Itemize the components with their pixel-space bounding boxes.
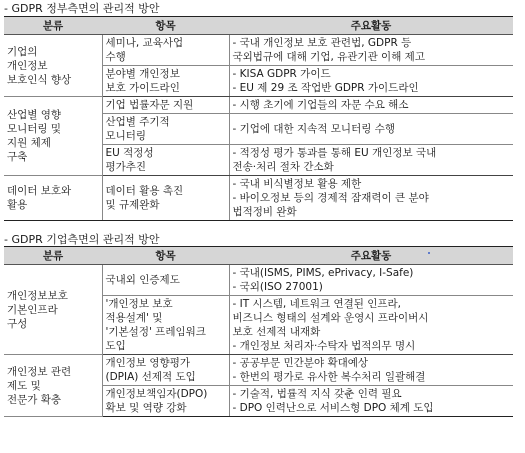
activity-cell	[229, 97, 513, 114]
table-row	[4, 97, 513, 114]
text-line: - 국내 비식별정보 활용 제한	[232, 178, 362, 190]
item-cell	[102, 35, 229, 66]
item-cell	[102, 265, 229, 296]
text-line: '개인정보 보호	[105, 298, 173, 310]
text-line: 및 규제완화	[105, 199, 160, 211]
text-line: - 국내 개인정보 보호 관련법, GDPR 등	[232, 37, 412, 49]
table-row	[4, 35, 513, 66]
text-line: 보호 가이드라인	[105, 82, 180, 94]
text-line: 개인정보	[7, 59, 48, 72]
government-measures-table	[4, 16, 513, 221]
text-line: 개인정보 영향평가	[105, 357, 190, 369]
text-line: 국내외 인증제도	[105, 274, 180, 286]
category-cell	[4, 97, 102, 176]
text-line: 기업의	[7, 45, 38, 58]
activity-cell	[229, 265, 513, 296]
text-line: - KISA GDPR 가이드	[232, 68, 331, 80]
table-row	[4, 265, 513, 296]
header-category: 분류	[4, 17, 102, 35]
text-line: - 기업에 대한 지속적 모니터링 수행	[232, 123, 395, 135]
header-activity: 주요활동	[229, 17, 513, 35]
text-line: 데이터 활용 촉진	[105, 185, 184, 197]
item-cell	[102, 66, 229, 97]
activity-cell	[229, 66, 513, 97]
header-activity: 주요활동	[229, 247, 513, 265]
category-cell	[4, 35, 102, 97]
text-line: - 시행 초기에 기업들의 자문 수요 해소	[232, 99, 409, 111]
text-line: 산업별 영향	[7, 109, 62, 121]
text-line: (DPIA) 선제적 도입	[105, 371, 196, 383]
item-cell	[102, 296, 229, 355]
activity-cell	[229, 386, 513, 417]
text-line: 지원 체제	[7, 137, 51, 149]
text-line: - 공공부문 민간분야 확대예상	[232, 357, 369, 369]
category-cell	[4, 176, 102, 221]
text-line: 법적정비 완화	[232, 206, 297, 218]
text-line: 활용	[7, 199, 28, 211]
enterprise-measures-table	[4, 246, 513, 417]
text-line: EU 적정성	[105, 147, 154, 159]
text-line: - 바이오정보 등의 경제적 잠재력이 큰 분야	[232, 192, 429, 204]
text-line: 모니터링 및	[7, 123, 62, 135]
activity-cell	[229, 35, 513, 66]
item-cell	[102, 176, 229, 221]
text-line: 기업 법률자문 지원	[105, 99, 194, 111]
text-line: 전문가 확충	[7, 393, 62, 406]
text-line: 개인정보책임자(DPO)	[105, 388, 208, 400]
text-line: 구성	[7, 317, 28, 330]
text-line: 데이터 보호와	[7, 185, 72, 197]
item-cell	[102, 386, 229, 417]
text-line: - EU 제 29 조 작업반 GDPR 가이드라인	[232, 82, 419, 94]
text-line: 보호인식 향상	[7, 73, 72, 86]
section-title-government: - GDPR 정부측면의 관리적 방안	[4, 2, 160, 15]
text-line: '기본설정' 프레임워크	[105, 326, 206, 338]
header-item: 항목	[102, 17, 229, 35]
text-line: 제도 및	[7, 379, 41, 392]
text-line: 기본인프라	[7, 303, 58, 316]
text-line: 평가추진	[105, 161, 147, 173]
activity-cell	[229, 114, 513, 145]
text-line: - 적정성 평가 통과를 통해 EU 개인정보 국내	[232, 147, 437, 159]
text-line: 도입	[105, 340, 126, 352]
activity-cell	[229, 296, 513, 355]
text-line: 구축	[7, 151, 28, 163]
item-cell	[102, 97, 229, 114]
text-line: - 개인정보 처리자·수탁자 법적의무 명시	[232, 340, 416, 352]
category-cell	[4, 265, 102, 355]
table-header-row	[4, 247, 513, 265]
activity-cell	[229, 176, 513, 221]
stray-mark	[428, 252, 430, 254]
table-row	[4, 176, 513, 221]
item-cell	[102, 114, 229, 145]
text-line: - 한번의 평가로 유사한 복수처리 일괄해결	[232, 371, 426, 383]
header-item: 항목	[102, 247, 229, 265]
section-title-enterprise: - GDPR 기업측면의 관리적 방안	[4, 233, 160, 246]
header-category: 분류	[4, 247, 102, 265]
activity-cell	[229, 145, 513, 176]
text-line: 세미나, 교육사업	[105, 37, 184, 49]
text-line: - 기술적, 법률적 지식 갖춘 인력 필요	[232, 388, 402, 400]
text-line: 수행	[105, 51, 126, 63]
text-line: 산업별 주기적	[105, 116, 170, 128]
text-line: 개인정보보호	[7, 289, 68, 302]
item-cell	[102, 145, 229, 176]
text-line: 모니터링	[105, 130, 147, 142]
table-header-row	[4, 17, 513, 35]
text-line: 분야별 개인정보	[105, 68, 180, 80]
activity-cell	[229, 355, 513, 386]
text-line: 확보 및 역량 강화	[105, 402, 187, 414]
text-line: 개인정보 관련	[7, 365, 72, 378]
text-line: - 국내(ISMS, PIMS, ePrivacy, I-Safe)	[232, 267, 414, 279]
text-line: 보호 선제적 내재화	[232, 326, 321, 338]
item-cell	[102, 355, 229, 386]
text-line: 비즈니스 형태의 설계와 운영시 프라이버시	[232, 312, 429, 324]
category-cell	[4, 355, 102, 417]
text-line: - 국외(ISO 27001)	[232, 281, 323, 293]
text-line: - IT 시스템, 네트워크 연결된 인프라,	[232, 298, 402, 310]
text-line: 적용설계' 및	[105, 312, 163, 324]
text-line: 전송·처리 절차 간소화	[232, 161, 334, 173]
text-line: - DPO 인력난으로 서비스형 DPO 체계 도입	[232, 402, 434, 414]
text-line: 국외법규에 대해 기업, 유관기관 이해 제고	[232, 51, 425, 63]
table-row	[4, 355, 513, 386]
